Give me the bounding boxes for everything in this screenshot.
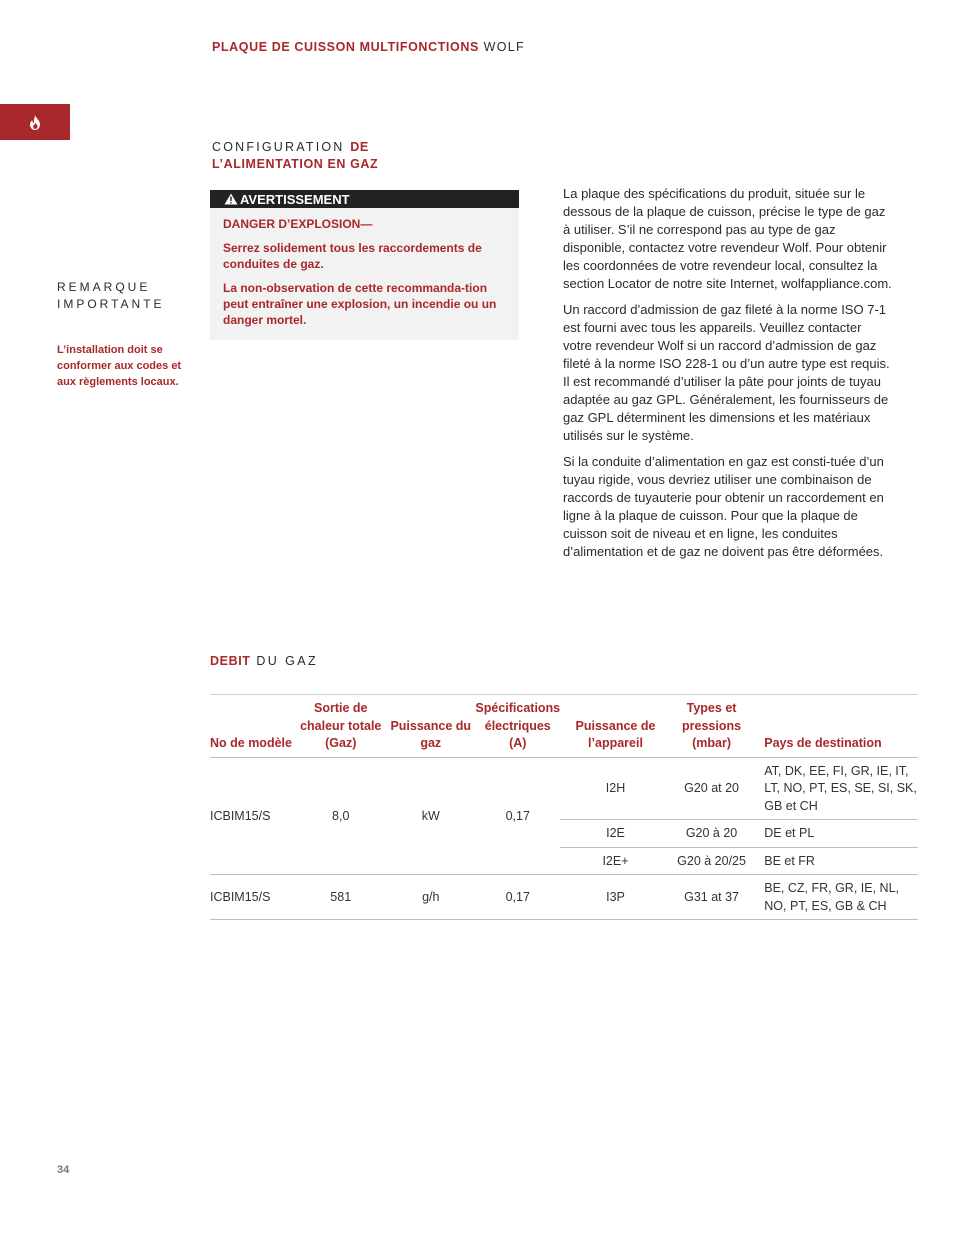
note-text: L’installation doit se conformer aux codes et aux règlements locaux.: [57, 344, 182, 388]
debit-title-rest: DU GAZ: [256, 654, 318, 668]
body-text: [563, 185, 893, 569]
debit-title-bold: DEBIT: [210, 654, 251, 668]
cell-power: kW: [386, 757, 475, 875]
note-label-line2: IMPORTANTE: [57, 297, 165, 311]
header-brand: WOLF: [483, 40, 525, 54]
table-row: [210, 875, 918, 920]
body-paragraph-2: Un raccord d’admission de gaz fileté à la norme ISO 7-1 est fourni avec tous les appareils. Veuillez contacter votre revendeur Wolf si un raccord d’admission de gaz fileté à la norme ISO 228-1 ou d’un autre type est requis. Il est recommandé d’utiliser la pâte pour joints de tuyau adaptée au gaz GPL. Généralement, les fournisseurs de gaz GPL déterminent les dimensions et les matériaux utilisés sur le système.: [563, 302, 890, 443]
gas-flow-table: [210, 694, 918, 920]
warning-triangle-icon: [224, 193, 238, 205]
cell-appliance: I2E+: [560, 847, 671, 875]
body-paragraph-3: Si la conduite d’alimentation en gaz est consti-tuée d’un tuyau rigide, vous devriez utiliser une combinaison de raccords de tuyauterie pour obtenir un raccordement en ligne à la plaque de cuisson. Pour que la plaque de cuisson soit de niveau et en ligne, les conduites d’alimentation et de gaz ne doivent pas être déformées.: [563, 454, 884, 559]
note-label-line1: REMARQUE: [57, 280, 151, 294]
cell-dest: DE et PL: [752, 820, 918, 848]
header-elec: Spécifications électriques (A): [475, 695, 560, 758]
section-title-line2: L’ALIMENTATION EN GAZ: [212, 157, 379, 171]
warning-text-1: Serrez solidement tous les raccordements de conduites de gaz.: [223, 241, 482, 271]
warning-box: [210, 190, 519, 340]
section-title: [212, 139, 378, 173]
cell-model: ICBIM15/S: [210, 875, 295, 920]
cell-output: 581: [295, 875, 386, 920]
header-dest: Pays de destination: [752, 695, 918, 758]
page-header: [212, 40, 525, 54]
table-header-row: [210, 695, 918, 758]
warning-label-bar: [210, 190, 519, 208]
cell-types: G31 at 37: [671, 875, 752, 920]
cell-types: G20 à 20/25: [671, 847, 752, 875]
cell-dest: BE et FR: [752, 847, 918, 875]
section-tab[interactable]: [0, 104, 70, 140]
flame-icon: [29, 115, 41, 130]
header-types: Types et pressions (mbar): [671, 695, 752, 758]
page-number: 34: [57, 1164, 70, 1176]
table-row: [210, 757, 918, 820]
section-title-part1: CONFIGURATION: [212, 140, 345, 154]
header-power: Puissance du gaz: [386, 695, 475, 758]
cell-appliance: I3P: [560, 875, 671, 920]
cell-types: G20 at 20: [671, 757, 752, 820]
cell-dest: AT, DK, EE, FI, GR, IE, IT, LT, NO, PT, ES, SE, SI, SK, GB et CH: [752, 757, 918, 820]
cell-elec: 0,17: [475, 757, 560, 875]
cell-output: 8,0: [295, 757, 386, 875]
cell-model: ICBIM15/S: [210, 757, 295, 875]
header-output: Sortie de chaleur totale (Gaz): [295, 695, 386, 758]
section-title-part2: DE: [350, 140, 369, 154]
header-model: No de modèle: [210, 695, 295, 758]
cell-types: G20 à 20: [671, 820, 752, 848]
debit-title: [210, 654, 318, 668]
header-title: PLAQUE DE CUISSON MULTIFONCTIONS: [212, 40, 479, 54]
warning-heading: DANGER D’EXPLOSION—: [223, 217, 373, 231]
cell-appliance: I2H: [560, 757, 671, 820]
warning-label: AVERTISSEMENT: [240, 191, 350, 207]
cell-appliance: I2E: [560, 820, 671, 848]
cell-elec: 0,17: [475, 875, 560, 920]
cell-dest: BE, CZ, FR, GR, IE, NL, NO, PT, ES, GB & CH: [752, 875, 918, 920]
body-paragraph-1: La plaque des spécifications du produit, située sur le dessous de la plaque de cuisson, précise le type de gaz à utiliser. S’il ne correspond pas au type de gaz disponible, contactez votre revendeur Wolf. Pour obtenir les coordonnées de votre revendeur local, consultez la section Locator de notre site Internet, wolfappliance.com.: [563, 186, 892, 291]
note-label: [57, 279, 165, 313]
cell-power: g/h: [386, 875, 475, 920]
warning-text-2: La non-observation de cette recommanda-tion peut entraîner une explosion, un incendie ou un danger mortel.: [223, 281, 497, 327]
header-appliance: Puissance de l’appareil: [560, 695, 671, 758]
